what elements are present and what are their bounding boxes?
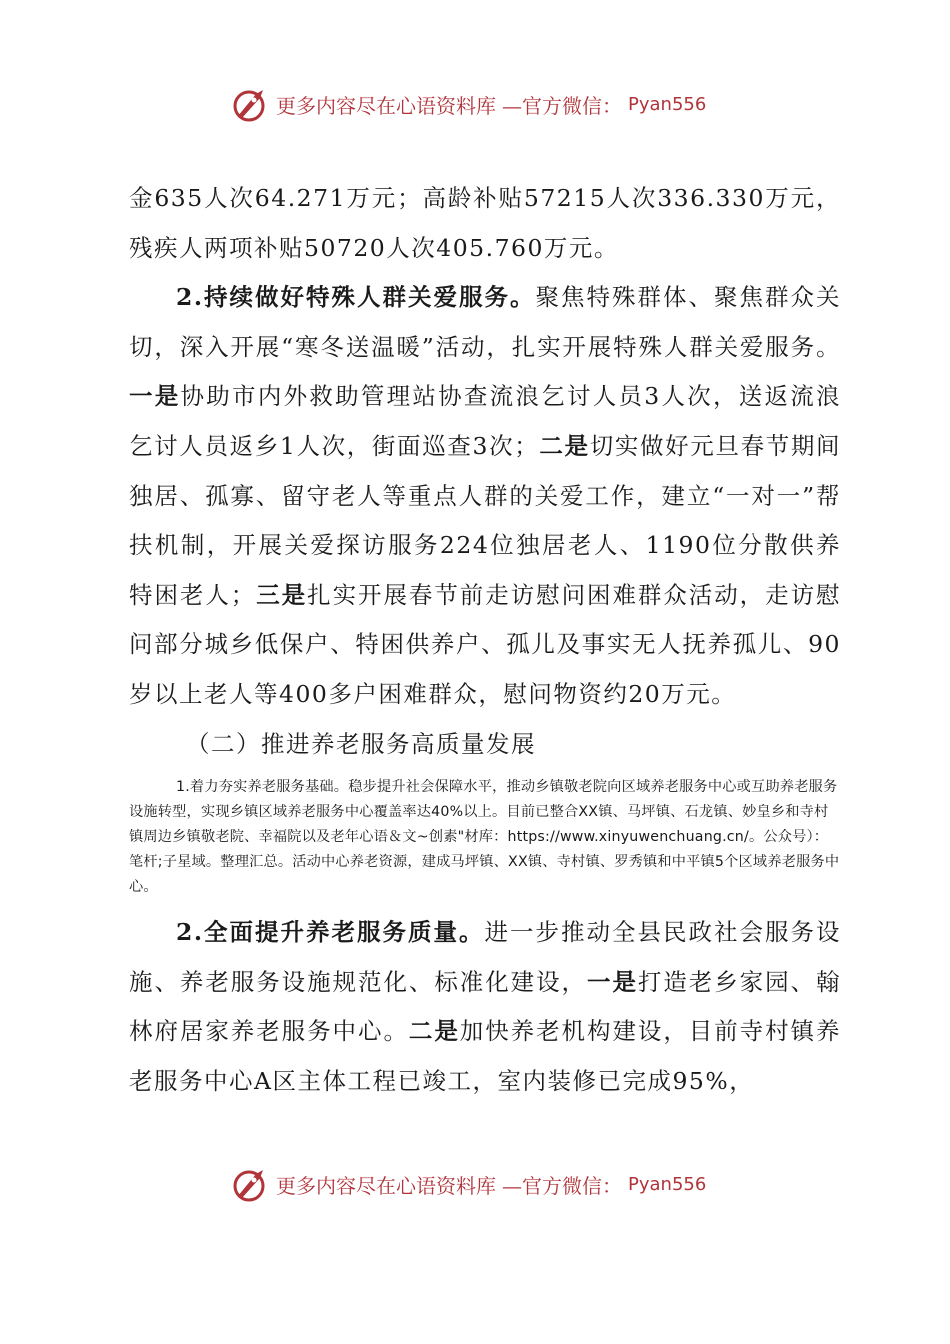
paragraph-title: 2.持续做好特殊人群关爱服务。	[176, 283, 536, 312]
document-body	[129, 174, 841, 1107]
watermark-wechat-id: Pyan556	[628, 1173, 707, 1195]
paragraph-special-groups: 2.持续做好特殊人群关爱服务。聚焦特殊群体、聚焦群众关切，深入开展“寒冬送温暖”活动，扎实开展特殊人群关爱服务。一是协助市内外救助管理站协查流浪乞讨人员3人次，送返流浪乞讨人员返乡1人次，街面巡查3次；二是切实做好元旦春节期间独居、孤寡、留守老人等重点人群的关爱工作，建立“一对一”帮扶机制，开展关爱探访服务224位独居老人、1190位分散供养特困老人；三是扎实开展春节前走访慰问困难群众活动，走访慰问部分城乡低保户、特困供养户、孤儿及事实无人抚养孤儿、90岁以上老人等400多户困难群众，慰问物资约20万元。	[129, 283, 842, 708]
watermark-wechat-id: Pyan556	[628, 93, 707, 115]
paragraph-elderly-quality: 2.全面提升养老服务质量。进一步推动全县民政社会服务设施、养老服务设施规范化、标准化建设，一是打造老乡家园、翰林府居家养老服务中心。二是加快养老机构建设，目前寺村镇养老服务中心A区主体工程已竣工，室内装修已完成95%，	[129, 918, 842, 1095]
watermark-text-main: 更多内容尽在心语资料库	[276, 1173, 496, 1198]
watermark-text-separator: —官方微信：	[502, 93, 622, 118]
pen-nib-logo-icon	[230, 84, 270, 124]
watermark-banner-top	[230, 82, 706, 126]
watermark-text-main: 更多内容尽在心语资料库	[276, 93, 496, 118]
paragraph-subsidies: 金635人次64.271万元；高龄补贴57215人次336.330万元，残疾人两项补贴50720人次405.760万元。	[129, 184, 841, 262]
watermark-text-separator: —官方微信：	[502, 1173, 622, 1198]
watermark-banner-bottom	[230, 1162, 706, 1206]
section-heading: （二）推进养老服务高质量发展	[186, 729, 536, 758]
paragraph-elderly-foundation: 1.着力夯实养老服务基础。稳步提升社会保障水平，推动乡镇敬老院向区域养老服务中心或互助养老服务设施转型，实现乡镇区域养老服务中心覆盖率达40%以上。目前已整合XX镇、马坪镇、石龙镇、妙皇乡和寺村镇周边乡镇敬老院、幸福院以及老年心语＆文~创素"材库：https://www.xinyuwenchuang.cn/。公众号）：笔杆;子星域。整理汇总。活动中心养老资源，建成马坪镇、XX镇、寺村镇、罗秀镇和中平镇5个区域养老服务中心。	[129, 779, 840, 896]
paragraph-title: 2.全面提升养老服务质量。	[176, 918, 485, 947]
pen-nib-logo-icon	[230, 1164, 270, 1204]
